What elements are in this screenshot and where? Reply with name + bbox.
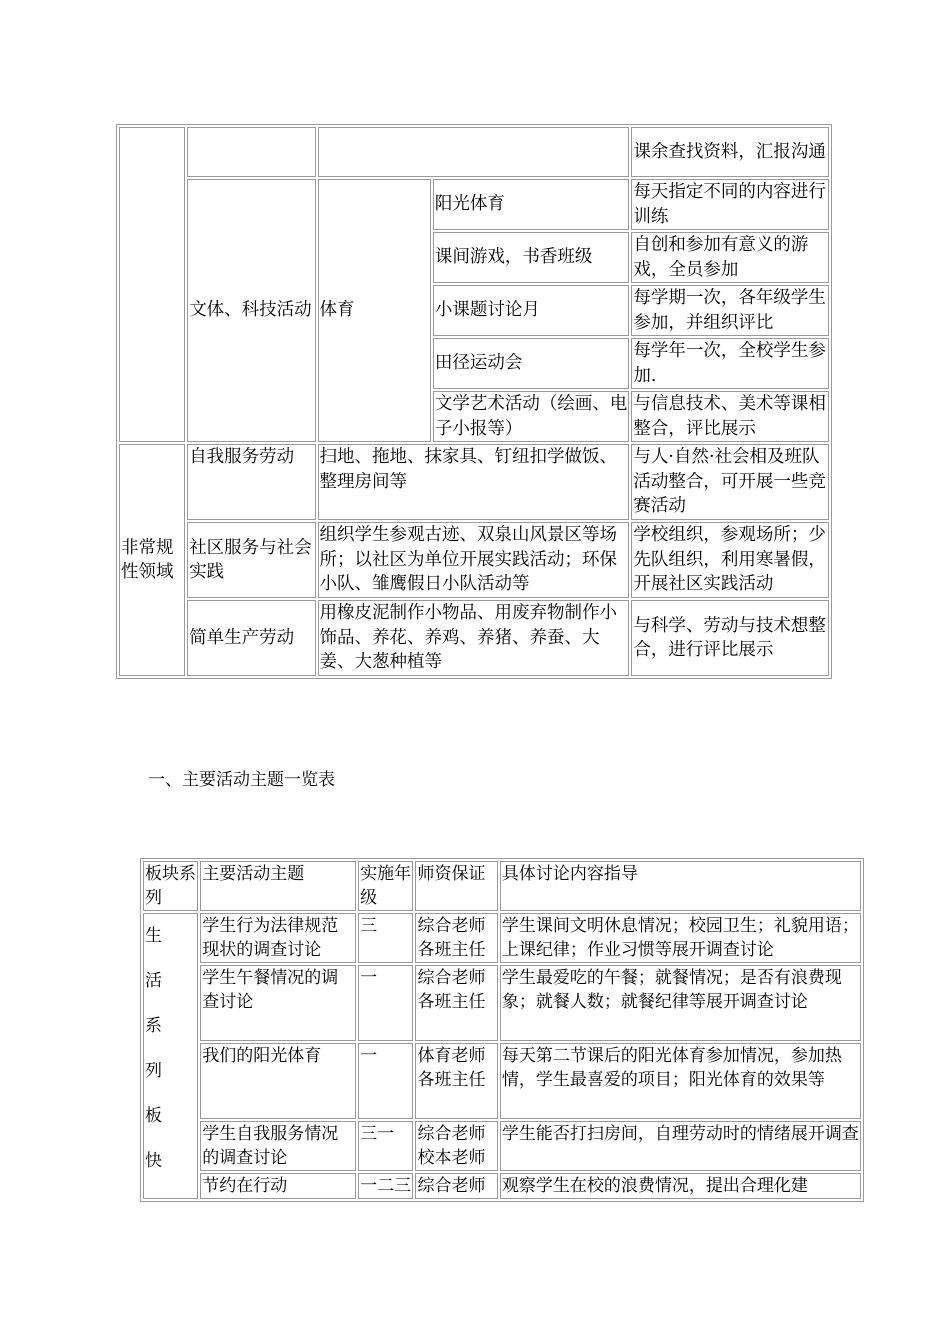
series-label-char: 系 <box>145 1016 162 1036</box>
item-note-cell: 每学期一次，各年级学生参加，并组织评比 <box>631 285 829 336</box>
table-row <box>119 444 829 520</box>
table-cell <box>318 127 630 177</box>
table-cell: 课余查找资料，汇报沟通 <box>631 127 829 177</box>
guide-cell: 观察学生在校的浪费情况，提出合理化建 <box>500 1173 861 1199</box>
series-label-char: 板 <box>145 1106 162 1126</box>
guide-cell: 学生最爱吃的午餐；就餐情况；是否有浪费现象；就餐人数；就餐纪律等展开调查讨论 <box>500 965 861 1041</box>
teacher-cell: 综合老师各班主任 <box>415 965 497 1041</box>
column-header: 实施年级 <box>358 861 413 911</box>
table-row <box>119 127 829 177</box>
domain-name-cell: 社区服务与社会实践 <box>187 522 315 598</box>
domain-content-cell: 用橡皮泥制作小物品、用废弃物制作小饰品、养花、养鸡、养猪、养蚕、大姜、大葱种植等 <box>318 600 630 676</box>
domain-note-cell: 与科学、劳动与技术想整合，进行评比展示 <box>631 600 829 676</box>
column-header: 主要活动主题 <box>200 861 356 911</box>
domain-content-cell: 组织学生参观古迹、双泉山风景区等场所；以社区为单位开展实践活动；环保小队、雏鹰假日小队活动等 <box>318 522 630 598</box>
item-name-cell: 小课题讨论月 <box>433 285 630 336</box>
theme-cell: 我们的阳光体育 <box>200 1043 356 1119</box>
item-note-cell: 每学年一次，全校学生参加. <box>631 338 829 389</box>
column-header: 师资保证 <box>415 861 497 911</box>
item-name-cell: 田径运动会 <box>433 338 630 389</box>
table-row <box>143 1173 861 1199</box>
item-name-cell: 文学艺术活动（绘画、电子小报等） <box>433 391 630 442</box>
series-label-char: 生 <box>145 926 162 946</box>
teacher-cell: 综合老师校本老师 <box>415 1121 497 1171</box>
item-name-cell: 阳光体育 <box>433 179 630 230</box>
item-note-cell: 自创和参加有意义的游戏，全员参加 <box>631 232 829 283</box>
domain-note-cell: 与人·自然·社会相及班队活动整合，可开展一些竞赛活动 <box>631 444 829 520</box>
grade-cell: 一 <box>358 1043 413 1119</box>
teacher-cell: 体育老师各班主任 <box>415 1043 497 1119</box>
table-cell <box>119 127 185 442</box>
domain-label-cell: 非常规性领域 <box>119 444 185 676</box>
grade-cell: 三 <box>358 913 413 963</box>
category-cell: 体育 <box>318 179 431 442</box>
section-heading: 一、主要活动主题一览表 <box>148 770 335 790</box>
category-cell: 文体、科技活动 <box>187 179 315 442</box>
theme-cell: 节约在行动 <box>200 1173 356 1199</box>
column-header: 具体讨论内容指导 <box>500 861 861 911</box>
teacher-cell: 综合老师 <box>415 1173 497 1199</box>
item-note-cell: 每天指定不同的内容进行训练 <box>631 179 829 230</box>
table-row <box>119 600 829 676</box>
guide-cell: 学生课间文明休息情况；校园卫生；礼貌用语；上课纪律；作业习惯等展开调查讨论 <box>500 913 861 963</box>
domain-content-cell: 扫地、拖地、抹家具、钉纽扣学做饭、整理房间等 <box>318 444 630 520</box>
table-header-row <box>143 861 861 911</box>
table-cell <box>187 127 315 177</box>
domain-note-cell: 学校组织，参观场所；少先队组织，利用寒暑假，开展社区实践活动 <box>631 522 829 598</box>
item-name-cell: 课间游戏，书香班级 <box>433 232 630 283</box>
series-label-char: 快 <box>145 1151 162 1171</box>
table-row <box>143 913 861 963</box>
table-row <box>119 522 829 598</box>
theme-cell: 学生午餐情况的调查讨论 <box>200 965 356 1041</box>
series-label-char: 活 <box>145 971 162 991</box>
table-row <box>143 1043 861 1119</box>
theme-cell: 学生自我服务情况的调查讨论 <box>200 1121 356 1171</box>
grade-cell: 一二三 <box>358 1173 413 1199</box>
column-header: 板块系列 <box>143 861 198 911</box>
theme-cell: 学生行为法律规范现状的调查讨论 <box>200 913 356 963</box>
table-row <box>143 1121 861 1171</box>
domain-name-cell: 自我服务劳动 <box>187 444 315 520</box>
item-note-cell: 与信息技术、美术等课相整合，评比展示 <box>631 391 829 442</box>
activity-domain-table <box>116 124 832 679</box>
table-row <box>143 965 861 1041</box>
domain-name-cell: 简单生产劳动 <box>187 600 315 676</box>
activity-theme-table <box>140 858 864 1202</box>
teacher-cell: 综合老师各班主任 <box>415 913 497 963</box>
grade-cell: 一 <box>358 965 413 1041</box>
guide-cell: 学生能否打扫房间，自理劳动时的情绪展开调查 <box>500 1121 861 1171</box>
grade-cell: 三一 <box>358 1121 413 1171</box>
series-label-cell <box>143 913 198 1199</box>
table-row <box>119 179 829 230</box>
series-label-char: 列 <box>145 1061 162 1081</box>
guide-cell: 每天第二节课后的阳光体育参加情况，参加热情，学生最喜爱的项目；阳光体育的效果等 <box>500 1043 861 1119</box>
